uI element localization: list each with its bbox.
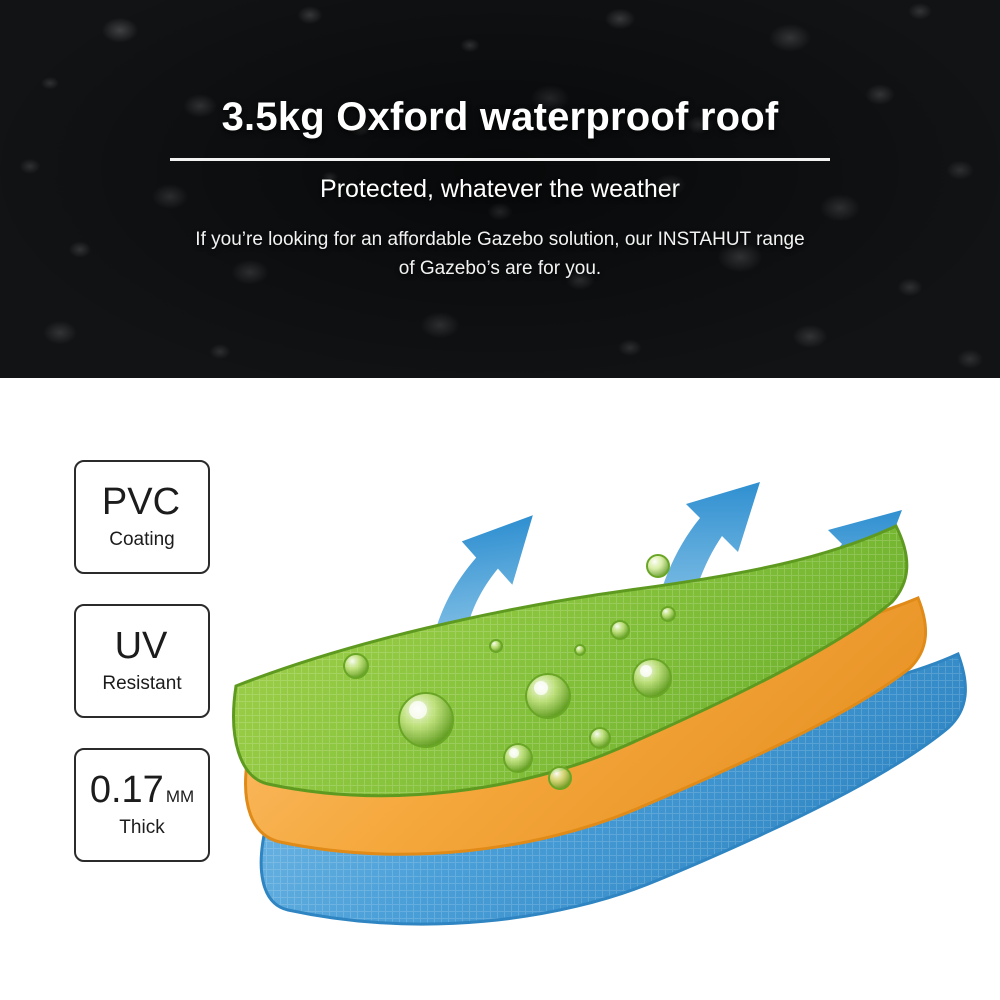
feature-main-text: UV (114, 625, 168, 667)
title-divider (170, 158, 830, 161)
hero-content (0, 0, 1000, 378)
feature-box-pvc-coating (74, 460, 210, 574)
feature-value (90, 771, 194, 809)
feature-value (102, 483, 182, 521)
feature-label: Coating (109, 529, 175, 550)
hero-subtitle: Protected, whatever the weather (320, 175, 680, 203)
feature-box-thickness (74, 748, 210, 862)
feature-label: Resistant (102, 673, 182, 694)
feature-value (115, 627, 170, 665)
feature-box-uv-resistant (74, 604, 210, 718)
feature-unit-text: MM (165, 787, 195, 806)
feature-box-list (74, 460, 210, 862)
feature-main-text: 0.17 (89, 769, 164, 811)
hero-description: If you’re looking for an affordable Gazebo solution, our INSTAHUT range of Gazebo’s are for you. (195, 229, 805, 279)
feature-label: Thick (119, 817, 165, 838)
hero-banner (0, 0, 1000, 378)
fabric-layers-diagram (228, 418, 988, 978)
feature-panel (0, 378, 1000, 1000)
page-title: 3.5kg Oxford waterproof roof (221, 95, 779, 139)
feature-main-text: PVC (101, 481, 181, 523)
